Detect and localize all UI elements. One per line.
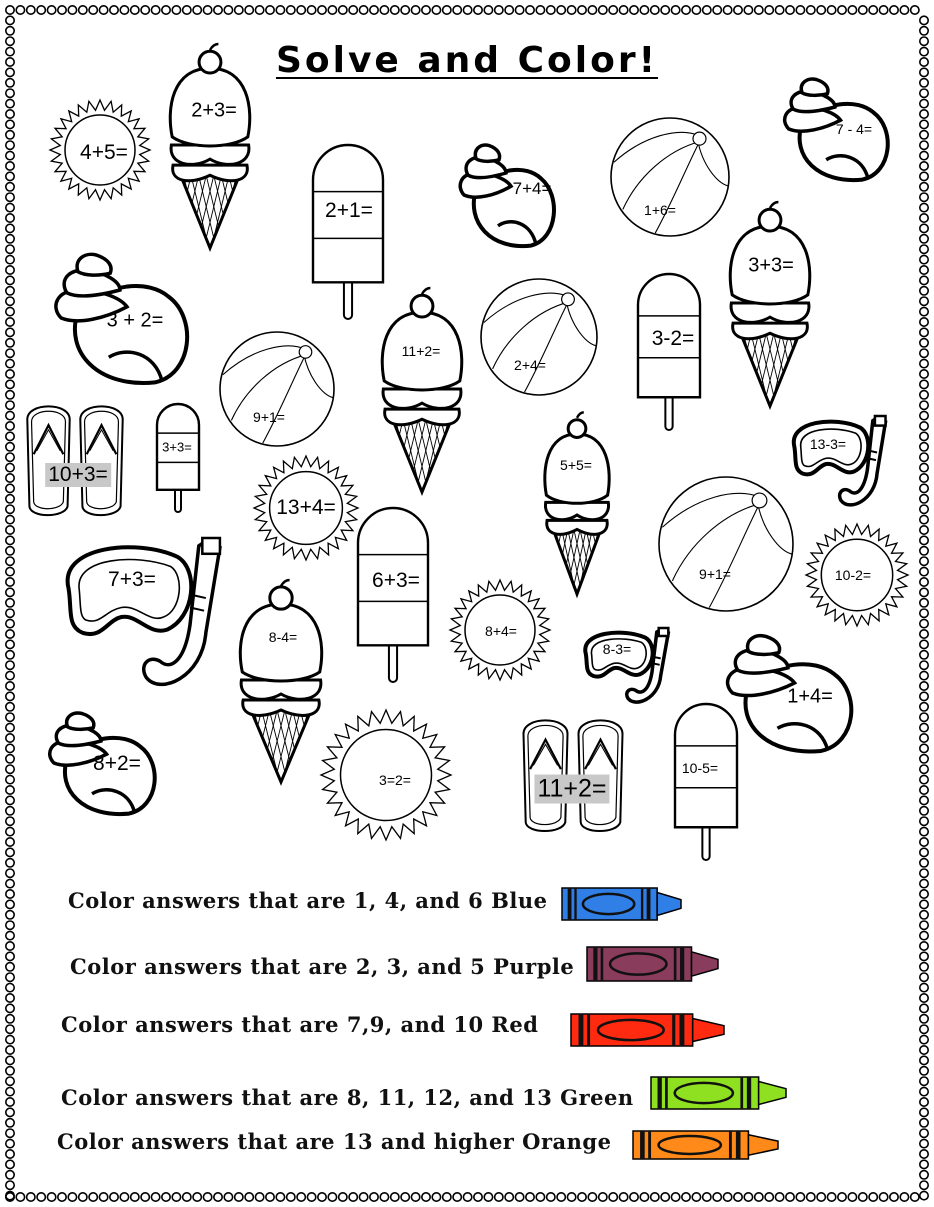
pop-icon [673,704,739,862]
ic-icon [238,584,324,784]
ball-icon [657,475,795,613]
flip-picture [22,402,128,518]
problem-shell2: 7 - 4= [835,121,873,137]
problem-flip2: 11+2= [534,775,609,804]
problem-shell4: 1+4= [787,685,833,708]
ic-picture [238,584,324,784]
problem-pop1: 2+1= [325,199,373,222]
pop-picture [636,274,702,432]
problem-shell3: 3 + 2= [106,309,164,332]
pop-icon [636,274,702,432]
ball-picture [657,475,795,613]
purple-crayon-icon [586,945,720,983]
mask-picture [788,416,894,512]
pop-icon [311,145,385,321]
problem-pop3: 3+3= [162,439,192,455]
pop-picture [356,508,430,684]
pop-icon [356,508,430,684]
ic-icon [728,206,812,408]
problem-shell5: 8+2= [93,752,141,775]
problem-mask1: 13-3= [809,436,847,452]
problem-mask2: 7+3= [108,568,156,591]
ball-picture [609,116,731,238]
blue-crayon-icon [561,886,683,922]
instruction-purple: Color answers that are 2, 3, and 5 Purple [70,954,575,979]
ic-icon [168,48,252,250]
problem-sun4: 8+4= [485,623,517,639]
ic-picture [380,292,464,494]
problem-ball3: 2+4= [514,357,546,373]
problem-sun1: 4+5= [80,141,128,164]
problem-pop4: 6+3= [372,569,420,592]
ball-icon [218,330,336,448]
ball-picture [479,277,599,397]
ball-icon [479,277,599,397]
problem-sun2: 13+4= [276,496,336,519]
mask-icon [788,416,894,512]
orange-crayon-icon [632,1129,780,1161]
problem-ic1: 2+3= [191,99,237,122]
pop-picture [155,404,201,514]
mask-icon [580,628,676,708]
ic-picture [543,416,611,596]
instruction-green: Color answers that are 8, 11, 12, and 13 Green [61,1085,634,1110]
problem-mask3: 8-3= [602,641,632,657]
problem-sun5: 3=2= [379,772,411,788]
title-text: Solve and Color! [275,40,659,81]
problem-shell1: 7+4= [512,179,552,198]
problem-ic2: 11+2= [401,343,441,359]
ball-picture [218,330,336,448]
problem-sun3: 10-2= [834,567,872,583]
pop-icon [155,404,201,514]
problem-flip1: 10+3= [45,463,111,487]
mask-picture [580,628,676,708]
problem-ic5: 8-4= [268,629,298,645]
problem-ic3: 3+3= [748,254,794,277]
green-crayon-icon [650,1075,788,1111]
ic-picture [728,206,812,408]
problem-pop5: 10-5= [681,760,719,776]
ic-icon [380,292,464,494]
problem-ball1: 1+6= [644,202,676,218]
ic-picture [168,48,252,250]
ball-icon [609,116,731,238]
problem-ball2: 9+1= [253,409,285,425]
pop-picture [311,145,385,321]
instruction-red: Color answers that are 7,9, and 10 Red [61,1012,539,1037]
instruction-orange: Color answers that are 13 and higher Orange [57,1129,612,1154]
mask-icon [58,538,234,696]
pop-picture [673,704,739,862]
problem-ball4: 9+1= [699,566,731,582]
mask-picture [58,538,234,696]
problem-ic4: 5+5= [560,457,592,473]
red-crayon-icon [570,1012,726,1048]
instruction-blue: Color answers that are 1, 4, and 6 Blue [68,888,548,913]
problem-pop2: 3-2= [651,327,695,350]
ic-icon [543,416,611,596]
flip-icon [22,402,128,518]
